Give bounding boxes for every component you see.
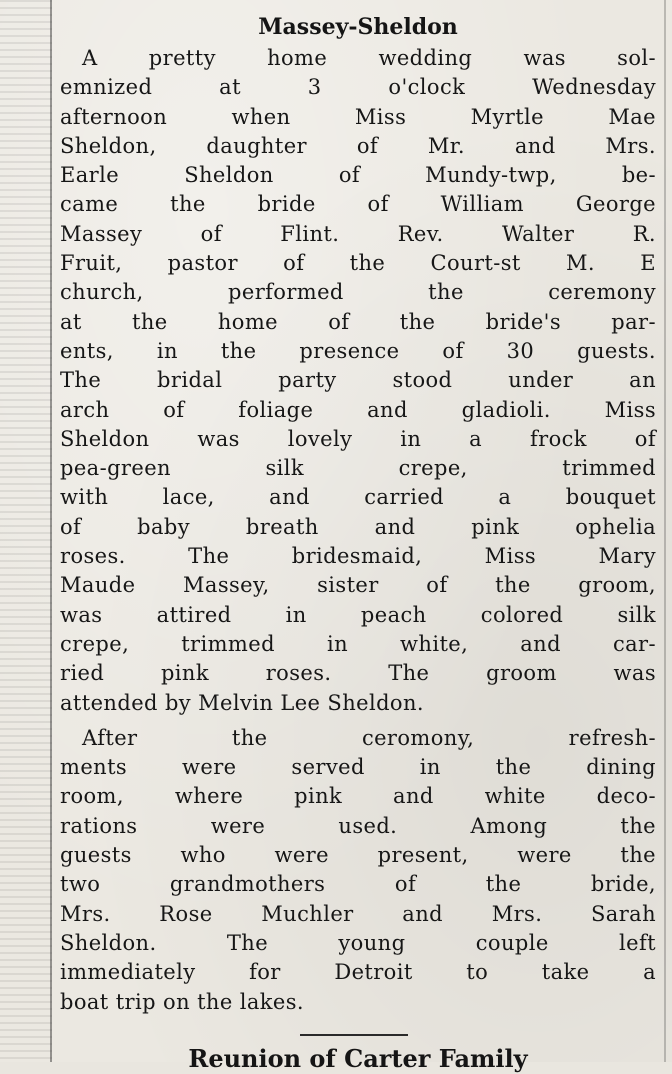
article-body xyxy=(60,44,656,1017)
article-line: ents, in the presence of 30 guests. xyxy=(60,338,656,363)
article-line: two grandmothers of the bride, xyxy=(60,872,656,897)
article-separator-rule xyxy=(300,1034,408,1036)
article-line: Earle Sheldon of Mundy-twp, be- xyxy=(60,163,656,188)
article-line: room, where pink and white deco- xyxy=(60,784,656,809)
column-rule-left xyxy=(50,0,52,1062)
article-line: of baby breath and pink ophelia xyxy=(60,514,656,539)
column-rule-right xyxy=(664,0,666,1062)
article-line: pea-green silk crepe, trimmed xyxy=(60,456,656,481)
article-line: A pretty home wedding was sol- xyxy=(82,46,656,70)
article-line: at the home of the bride's par- xyxy=(60,309,656,334)
article-line: immediately for Detroit to take a xyxy=(60,960,656,985)
article-line: Sheldon. The young couple left xyxy=(60,930,656,955)
article-line: Sheldon, daughter of Mr. and Mrs. xyxy=(60,133,656,158)
article-line: guests who were present, were the xyxy=(60,843,656,868)
article-line: Fruit, pastor of the Court-st M. E xyxy=(60,251,656,276)
article-line: arch of foliage and gladioli. Miss xyxy=(60,397,656,422)
article-line: emnized at 3 o'clock Wednesday xyxy=(60,75,656,100)
article-line: church, performed the ceremony xyxy=(60,280,656,305)
article-line: rations were used. Among the xyxy=(60,813,656,838)
article-line: with lace, and carried a bouquet xyxy=(60,485,656,510)
article-line: afternoon when Miss Myrtle Mae xyxy=(60,104,656,129)
article-line: ments were served in the dining xyxy=(60,755,656,780)
next-article-headline: Reunion of Carter Family xyxy=(188,1044,528,1073)
article-line: After the ceromony, refresh- xyxy=(82,725,656,750)
article-line: roses. The bridesmaid, Miss Mary xyxy=(60,544,656,569)
article-headline: Massey-Sheldon xyxy=(258,14,458,40)
article-line: The bridal party stood under an xyxy=(60,368,656,393)
article-line: came the bride of William George xyxy=(60,192,656,217)
article-line: ried pink roses. The groom was xyxy=(60,661,656,686)
article-line: was attired in peach colored silk xyxy=(60,602,656,627)
article-line: attended by Melvin Lee Sheldon. xyxy=(60,690,424,715)
article-line: Sheldon was lovely in a frock of xyxy=(60,426,656,451)
article-line: Maude Massey, sister of the groom, xyxy=(60,573,656,598)
article-line: Massey of Flint. Rev. Walter R. xyxy=(60,221,656,246)
left-gutter-edge xyxy=(0,0,52,1062)
article-line: Mrs. Rose Muchler and Mrs. Sarah xyxy=(60,901,656,926)
article-line: crepe, trimmed in white, and car- xyxy=(60,631,656,656)
article-line: boat trip on the lakes. xyxy=(60,989,304,1014)
